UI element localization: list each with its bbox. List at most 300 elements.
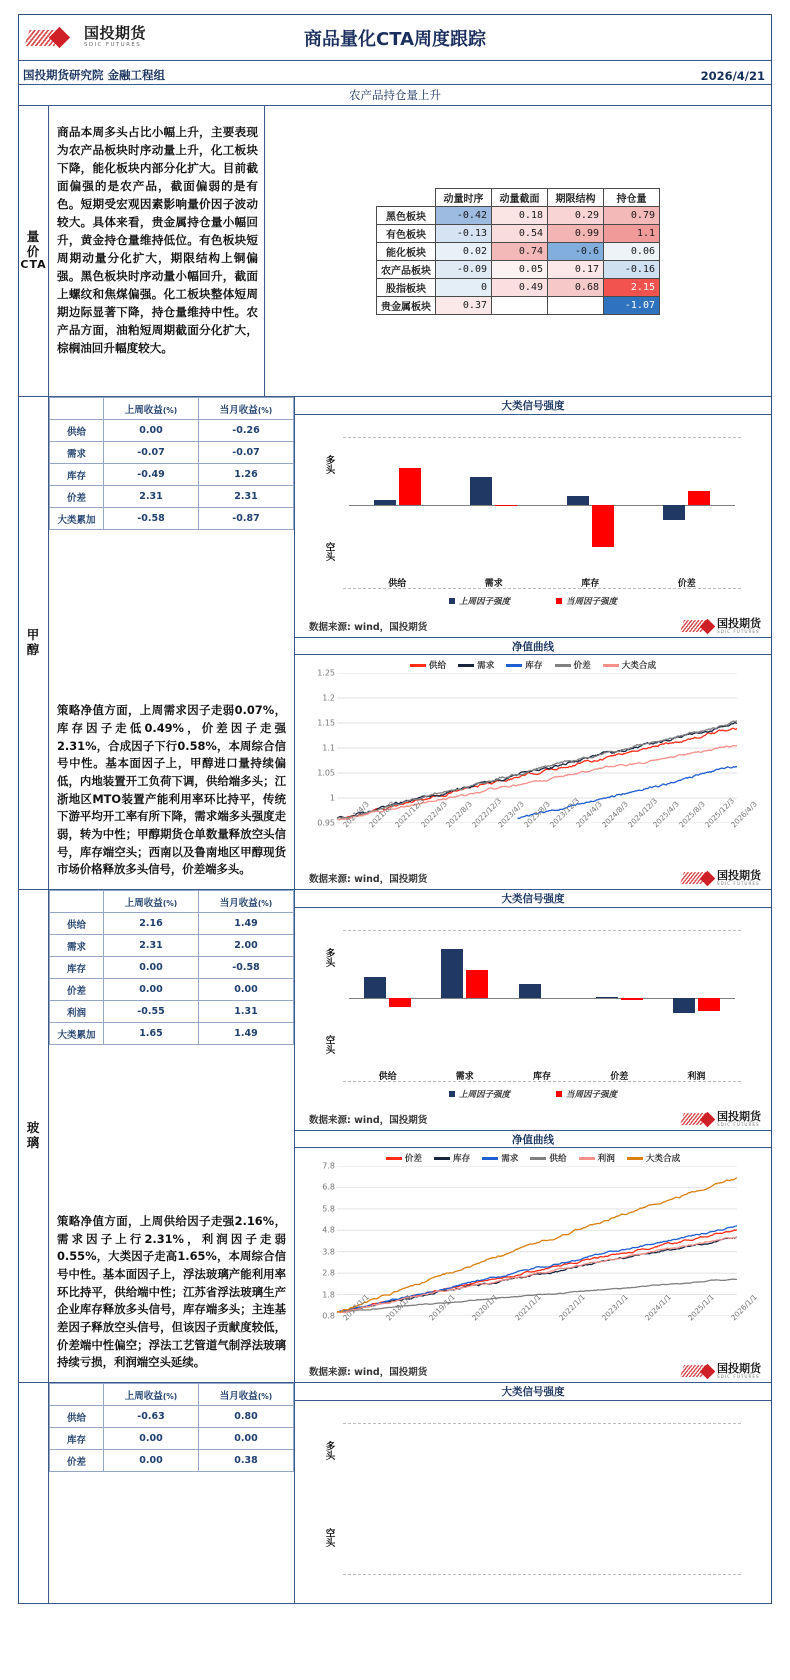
signal-x-label: 利润 bbox=[687, 1072, 706, 1082]
returns-month-value: 1.26 bbox=[199, 464, 294, 486]
matrix-column-header: 动量截面 bbox=[492, 188, 548, 206]
netvalue-plot-area bbox=[305, 668, 761, 828]
signal-legend-item bbox=[556, 595, 617, 607]
returns-row-label: 供给 bbox=[50, 420, 104, 442]
netvalue-y-tick: 1.8 bbox=[322, 1290, 335, 1300]
netvalue-x-axis bbox=[337, 1292, 761, 1360]
returns-row-label: 大类累加 bbox=[50, 508, 104, 530]
netvalue-x-tick: 2022/4/3 bbox=[418, 799, 449, 830]
returns-row-label: 库存 bbox=[50, 1428, 104, 1450]
netvalue-x-tick: 2023/4/3 bbox=[496, 799, 527, 830]
signal-strength-chart bbox=[305, 1405, 761, 1601]
netvalue-y-axis bbox=[305, 668, 337, 828]
returns-table bbox=[49, 890, 294, 1045]
returns-row-label: 大类累加 bbox=[50, 1023, 104, 1045]
zero-line bbox=[426, 998, 503, 999]
signal-bar bbox=[495, 441, 517, 569]
returns-row bbox=[50, 1001, 294, 1023]
signal-bar-group bbox=[581, 934, 658, 1062]
returns-column-header: 上周收益(%) bbox=[104, 398, 199, 420]
netvalue-x-tick: 2024/1/1 bbox=[642, 1292, 673, 1323]
logo-text-en: SDIC FUTURES bbox=[717, 629, 760, 634]
netvalue-chart-box bbox=[295, 1148, 771, 1362]
netvalue-legend-item bbox=[434, 1152, 470, 1164]
cta-summary-block bbox=[19, 106, 771, 397]
chart-top-gridline bbox=[343, 930, 741, 931]
signal-chart-title: 大类信号强度 bbox=[295, 890, 771, 908]
netvalue-legend-label: 利润 bbox=[597, 1154, 615, 1164]
logo-diamond-icon bbox=[27, 28, 79, 48]
zero-line bbox=[349, 505, 446, 506]
netvalue-x-tick: 2018/1/1 bbox=[384, 1292, 414, 1323]
zero-line bbox=[349, 998, 426, 999]
netvalue-legend-label: 大类合成 bbox=[621, 661, 657, 671]
signal-bar bbox=[567, 441, 589, 569]
returns-week-value: -0.63 bbox=[104, 1406, 199, 1428]
chart-top-gridline bbox=[343, 1423, 741, 1424]
commodity-block bbox=[19, 397, 771, 890]
signal-bar bbox=[621, 934, 643, 1062]
signal-bar-group bbox=[426, 934, 503, 1062]
matrix-column-header: 期限结构 bbox=[548, 188, 604, 206]
returns-row-label: 价差 bbox=[50, 979, 104, 1001]
signal-bar bbox=[389, 934, 411, 1062]
chart-bottom-gridline bbox=[343, 1574, 741, 1575]
matrix-row-label: 农产品板块 bbox=[377, 260, 436, 278]
source-row bbox=[295, 617, 771, 637]
axis-label-short: 空头 bbox=[323, 542, 335, 561]
netvalue-legend-item bbox=[555, 659, 591, 671]
netvalue-x-tick: 2017/1/1 bbox=[341, 1292, 371, 1323]
signal-x-labels bbox=[349, 576, 735, 589]
matrix-cell bbox=[492, 296, 548, 314]
netvalue-x-tick: 2025/12/3 bbox=[703, 796, 737, 830]
returns-table bbox=[49, 397, 294, 530]
netvalue-x-tick: 2021/4/3 bbox=[341, 799, 371, 830]
netvalue-x-tick: 2026/1/1 bbox=[729, 1292, 759, 1323]
source-row bbox=[295, 1110, 771, 1130]
netvalue-y-tick: 7.8 bbox=[322, 1161, 335, 1171]
netvalue-x-tick: 2020/1/1 bbox=[470, 1292, 501, 1323]
signal-bar bbox=[364, 934, 386, 1062]
report-header bbox=[19, 15, 771, 61]
signal-plot-area bbox=[349, 934, 735, 1062]
netvalue-legend-label: 价差 bbox=[404, 1154, 422, 1164]
report-date: 2026/4/21 bbox=[700, 69, 765, 83]
netvalue-x-tick: 2019/1/1 bbox=[427, 1292, 458, 1323]
matrix-row bbox=[377, 260, 660, 278]
matrix-cell: 0.29 bbox=[548, 206, 604, 224]
signal-legend-label: 当周因子强度 bbox=[566, 597, 618, 607]
netvalue-y-tick: 1.05 bbox=[317, 768, 335, 778]
matrix-row bbox=[377, 278, 660, 296]
returns-week-value: -0.55 bbox=[104, 1001, 199, 1023]
netvalue-x-tick: 2021/12/3 bbox=[392, 796, 426, 830]
zero-line bbox=[658, 998, 735, 999]
matrix-cell: 0.99 bbox=[548, 224, 604, 242]
signal-strength-chart bbox=[305, 912, 761, 1108]
matrix-row bbox=[377, 206, 660, 224]
matrix-row-label: 有色板块 bbox=[377, 224, 436, 242]
matrix-cell bbox=[548, 296, 604, 314]
returns-column-header bbox=[50, 398, 104, 420]
logo-text-en: SDIC FUTURES bbox=[717, 881, 760, 886]
source-logo bbox=[682, 870, 761, 886]
returns-table bbox=[49, 1383, 294, 1472]
returns-column-header bbox=[50, 1384, 104, 1406]
returns-week-value: 2.31 bbox=[104, 935, 199, 957]
matrix-cell: 0.54 bbox=[492, 224, 548, 242]
matrix-column-header: 持仓量 bbox=[604, 188, 660, 206]
commodity-left-pane bbox=[49, 1383, 295, 1603]
commodity-commentary: 策略净值方面，上周供给因子走强2.16%，需求因子上行2.31%，利润因子走弱0.55%，大类因子走高1.65%，本周综合信号中性。基本面因子上，浮法玻璃产能利用率环比持平，供给端中性；江苏省浮法玻璃生产企业库存释放多头信号，库存端多头；主连基差因子释放空头信号，但该因子贡献度较低，价差端中性偏空；浮法工艺管道气制浮法玻璃持续亏损，利润端空头延续。 bbox=[57, 1213, 286, 1370]
axis-label-long: 多头 bbox=[323, 1441, 335, 1460]
netvalue-legend-label: 需求 bbox=[501, 1154, 519, 1164]
netvalue-series-line bbox=[518, 767, 738, 819]
matrix-cell: 0.74 bbox=[492, 242, 548, 260]
sector-signal-matrix bbox=[376, 188, 660, 315]
commodity-tag-label: 甲 醇 bbox=[26, 627, 41, 657]
signal-x-labels bbox=[349, 1069, 735, 1082]
returns-week-value: 0.00 bbox=[104, 420, 199, 442]
returns-row bbox=[50, 420, 294, 442]
returns-month-value: 0.00 bbox=[199, 1428, 294, 1450]
returns-month-value: -0.58 bbox=[199, 957, 294, 979]
matrix-cell: 0.02 bbox=[436, 242, 492, 260]
returns-row bbox=[50, 913, 294, 935]
netvalue-chart bbox=[305, 659, 761, 867]
netvalue-legend-label: 供给 bbox=[428, 661, 447, 671]
returns-row bbox=[50, 1023, 294, 1045]
netvalue-legend-item bbox=[530, 1152, 566, 1164]
matrix-cell: -0.09 bbox=[436, 260, 492, 278]
signal-legend-label: 上周因子强度 bbox=[458, 597, 510, 607]
netvalue-x-tick: 2022/12/3 bbox=[470, 796, 504, 830]
signal-bar bbox=[596, 934, 618, 1062]
matrix-row-label: 黑色板块 bbox=[377, 206, 436, 224]
signal-bar bbox=[698, 934, 720, 1062]
netvalue-y-tick: 0.95 bbox=[317, 818, 335, 828]
matrix-cell: 0 bbox=[436, 278, 492, 296]
signal-bar-group bbox=[542, 441, 639, 569]
netvalue-x-tick: 2022/8/3 bbox=[444, 799, 475, 830]
netvalue-plot-area bbox=[305, 1161, 761, 1321]
signal-chart-box bbox=[295, 1401, 771, 1603]
returns-month-value: 1.49 bbox=[199, 1023, 294, 1045]
returns-week-value: 0.00 bbox=[104, 979, 199, 1001]
returns-month-value: -0.07 bbox=[199, 442, 294, 464]
logo-text-cn: 国投期货 bbox=[717, 1110, 761, 1123]
signal-legend-item bbox=[556, 1088, 617, 1100]
commodity-tag-label: 玻 璃 bbox=[26, 1120, 41, 1150]
netvalue-legend bbox=[305, 659, 761, 671]
returns-row-label: 供给 bbox=[50, 913, 104, 935]
returns-row bbox=[50, 442, 294, 464]
netvalue-x-axis bbox=[337, 796, 761, 867]
signal-bar-group bbox=[446, 441, 543, 569]
returns-row bbox=[50, 464, 294, 486]
commodity-tag bbox=[19, 890, 49, 1382]
netvalue-chart-title: 净值曲线 bbox=[295, 1130, 771, 1148]
commodity-tag bbox=[19, 1383, 49, 1603]
netvalue-legend-label: 库存 bbox=[453, 1154, 471, 1164]
netvalue-y-axis bbox=[305, 1161, 337, 1321]
netvalue-x-tick: 2021/1/1 bbox=[513, 1292, 544, 1323]
signal-x-label: 价差 bbox=[677, 579, 696, 589]
signal-chart-box bbox=[295, 415, 771, 617]
matrix-cell: 0.17 bbox=[548, 260, 604, 278]
netvalue-legend-item bbox=[410, 659, 446, 671]
netvalue-x-tick: 2026/4/3 bbox=[729, 799, 759, 830]
commodity-block bbox=[19, 890, 771, 1383]
returns-month-value: -0.26 bbox=[199, 420, 294, 442]
matrix-row-label: 股指板块 bbox=[377, 278, 436, 296]
cta-commentary: 商品本周多头占比小幅上升，主要表现为农产品板块时序动量上升，化工板块下降，能化板块内部分化扩大。目前截面偏强的是农产品，截面偏弱的是有色。短期受宏观因素影响量价因子波动较大。具体来看，贵金属持仓量小幅回升，黄金持仓量维持低位。有色板块短周期动量分化扩大，期限结构上铜偏强。黑色板块时序动量小幅回升，截面上螺纹和焦煤偏强。化工板块整体短周期边际显著下降，持仓量维持中性。农产品方面，油粕短周期截面分化扩大，棕榈油回升幅度较大。 bbox=[49, 106, 265, 396]
matrix-row bbox=[377, 242, 660, 260]
returns-week-value: 0.00 bbox=[104, 957, 199, 979]
signal-legend-label: 当周因子强度 bbox=[566, 1090, 618, 1100]
returns-row bbox=[50, 957, 294, 979]
matrix-cell: 0.79 bbox=[604, 206, 660, 224]
returns-month-value: 2.00 bbox=[199, 935, 294, 957]
logo-text-en: SDIC FUTURES bbox=[717, 1122, 760, 1127]
signal-plot-area bbox=[349, 1427, 735, 1555]
source-logo bbox=[682, 618, 761, 634]
returns-week-value: 0.00 bbox=[104, 1450, 199, 1472]
netvalue-x-tick: 2022/1/1 bbox=[556, 1292, 587, 1323]
returns-month-value: 0.38 bbox=[199, 1450, 294, 1472]
returns-row bbox=[50, 935, 294, 957]
netvalue-y-tick: 1 bbox=[329, 793, 335, 803]
returns-row bbox=[50, 486, 294, 508]
signal-bar bbox=[466, 934, 488, 1062]
returns-row bbox=[50, 1450, 294, 1472]
returns-month-value: -0.87 bbox=[199, 508, 294, 530]
netvalue-x-tick: 2024/8/3 bbox=[599, 799, 630, 830]
netvalue-x-tick: 2021/8/3 bbox=[366, 799, 397, 830]
matrix-cell: -0.13 bbox=[436, 224, 492, 242]
signal-bar-group bbox=[349, 441, 446, 569]
netvalue-legend-label: 需求 bbox=[477, 661, 495, 671]
matrix-row bbox=[377, 296, 660, 314]
signal-x-label: 价差 bbox=[610, 1072, 629, 1082]
returns-row bbox=[50, 508, 294, 530]
logo-text-cn: 国投期货 bbox=[717, 869, 761, 882]
netvalue-legend-item bbox=[506, 659, 542, 671]
netvalue-legend-item bbox=[482, 1152, 518, 1164]
signal-legend-item bbox=[449, 1088, 510, 1100]
sector-matrix-wrap bbox=[265, 106, 771, 396]
matrix-cell: 0.18 bbox=[492, 206, 548, 224]
source-logo bbox=[682, 1111, 761, 1127]
signal-bar bbox=[519, 934, 541, 1062]
signal-plot-area bbox=[349, 441, 735, 569]
returns-month-value: 0.80 bbox=[199, 1406, 294, 1428]
returns-row-label: 库存 bbox=[50, 464, 104, 486]
signal-strength-chart bbox=[305, 419, 761, 615]
signal-legend-label: 上周因子强度 bbox=[458, 1090, 510, 1100]
signal-bar-group bbox=[658, 934, 735, 1062]
source-label: 数据来源: wind，国投期货 bbox=[309, 622, 428, 633]
signal-bar bbox=[663, 441, 685, 569]
returns-row-label: 需求 bbox=[50, 935, 104, 957]
netvalue-x-tick: 2023/1/1 bbox=[599, 1292, 630, 1323]
company-logo bbox=[19, 26, 234, 49]
source-row bbox=[295, 1362, 771, 1382]
cta-tag-label: 量 价 CTA bbox=[20, 228, 47, 272]
netvalue-legend-item bbox=[579, 1152, 615, 1164]
netvalue-legend-label: 库存 bbox=[525, 661, 543, 671]
returns-row-label: 价差 bbox=[50, 1450, 104, 1472]
signal-bar bbox=[470, 441, 492, 569]
logo-text-en: SDIC FUTURES bbox=[717, 1374, 760, 1379]
brand-name-cn: 国投期货 bbox=[84, 24, 147, 43]
netvalue-x-tick: 2024/4/3 bbox=[573, 799, 604, 830]
returns-row bbox=[50, 1406, 294, 1428]
matrix-cell: 0.49 bbox=[492, 278, 548, 296]
zero-line bbox=[581, 998, 658, 999]
signal-legend bbox=[305, 1088, 761, 1100]
netvalue-y-tick: 1.15 bbox=[317, 718, 335, 728]
signal-x-label: 库存 bbox=[533, 1072, 552, 1082]
returns-row bbox=[50, 1428, 294, 1450]
returns-week-value: -0.07 bbox=[104, 442, 199, 464]
source-label: 数据来源: wind，国投期货 bbox=[309, 1115, 428, 1126]
netvalue-y-tick: 1.25 bbox=[317, 668, 335, 678]
logo-text-cn: 国投期货 bbox=[717, 617, 761, 630]
page-title: 商品量化CTA周度跟踪 bbox=[303, 28, 487, 50]
headline-banner: 农产品持仓量上升 bbox=[19, 85, 771, 106]
netvalue-x-tick: 2024/12/3 bbox=[625, 796, 659, 830]
matrix-column-header: 动量时序 bbox=[436, 188, 492, 206]
signal-bar bbox=[688, 441, 710, 569]
matrix-cell: 1.1 bbox=[604, 224, 660, 242]
zero-line bbox=[639, 505, 736, 506]
signal-x-label: 需求 bbox=[455, 1072, 474, 1082]
signal-bar bbox=[592, 441, 614, 569]
report-subheader bbox=[19, 61, 771, 85]
returns-week-value: -0.49 bbox=[104, 464, 199, 486]
source-row bbox=[295, 869, 771, 889]
netvalue-svg bbox=[337, 673, 737, 823]
matrix-row-label: 能化板块 bbox=[377, 242, 436, 260]
cta-tag bbox=[19, 106, 49, 396]
zero-line bbox=[503, 998, 580, 999]
returns-week-value: 0.00 bbox=[104, 1428, 199, 1450]
returns-row-label: 利润 bbox=[50, 1001, 104, 1023]
netvalue-x-tick: 2023/12/3 bbox=[547, 796, 582, 830]
signal-x-label: 需求 bbox=[484, 579, 503, 589]
netvalue-series-line bbox=[337, 1178, 737, 1312]
matrix-row-label: 贵金属板块 bbox=[377, 296, 436, 314]
chart-top-gridline bbox=[343, 437, 741, 438]
netvalue-y-tick: 1.1 bbox=[322, 743, 335, 753]
signal-bar bbox=[441, 934, 463, 1062]
signal-bar bbox=[374, 441, 396, 569]
returns-column-header: 当月收益(%) bbox=[199, 398, 294, 420]
netvalue-legend-item bbox=[627, 1152, 680, 1164]
returns-column-header: 上周收益(%) bbox=[104, 891, 199, 913]
netvalue-y-tick: 4.8 bbox=[322, 1225, 335, 1235]
commodity-left-pane bbox=[49, 397, 295, 889]
netvalue-chart bbox=[305, 1152, 761, 1360]
returns-row-label: 库存 bbox=[50, 957, 104, 979]
netvalue-y-tick: 1.2 bbox=[322, 693, 335, 703]
matrix-cell: 0.37 bbox=[436, 296, 492, 314]
netvalue-y-tick: 5.8 bbox=[322, 1204, 335, 1214]
matrix-cell: -0.42 bbox=[436, 206, 492, 224]
zero-line bbox=[542, 505, 639, 506]
netvalue-legend-item bbox=[458, 659, 494, 671]
commodity-left-pane bbox=[49, 890, 295, 1382]
signal-bar bbox=[544, 934, 566, 1062]
netvalue-x-tick: 2025/1/1 bbox=[685, 1292, 716, 1323]
netvalue-y-tick: 3.8 bbox=[322, 1247, 335, 1257]
netvalue-y-tick: 6.8 bbox=[322, 1182, 335, 1192]
zero-line bbox=[446, 505, 543, 506]
signal-chart-box bbox=[295, 908, 771, 1110]
signal-legend-item bbox=[449, 595, 510, 607]
signal-legend bbox=[305, 595, 761, 607]
signal-chart-title: 大类信号强度 bbox=[295, 397, 771, 415]
commodity-block bbox=[19, 1383, 771, 1604]
matrix-row bbox=[377, 224, 660, 242]
signal-chart-title: 大类信号强度 bbox=[295, 1383, 771, 1401]
signal-x-label: 库存 bbox=[581, 579, 600, 589]
axis-label-long: 多头 bbox=[323, 948, 335, 967]
netvalue-x-tick: 2023/8/3 bbox=[522, 799, 552, 830]
commodity-tag bbox=[19, 397, 49, 889]
signal-bar-group bbox=[503, 934, 580, 1062]
signal-x-label: 供给 bbox=[378, 1072, 397, 1082]
matrix-cell: 0.06 bbox=[604, 242, 660, 260]
axis-label-short: 空头 bbox=[323, 1528, 335, 1547]
source-label: 数据来源: wind，国投期货 bbox=[309, 1367, 428, 1378]
matrix-corner bbox=[377, 188, 436, 206]
axis-label-short: 空头 bbox=[323, 1035, 335, 1054]
source-label: 数据来源: wind，国投期货 bbox=[309, 874, 428, 885]
commodity-commentary: 策略净值方面，上周需求因子走弱0.07%，库存因子走低0.49%，价差因子走强2.31%，合成因子下行0.58%，本周综合信号中性。基本面因子上，甲醇进口量持续偏低，内地装置开工负荷下调，供给端多头；江浙地区MTO装置产能利用率环比持平，传统下游平均开工率有所下降，需求端多头强度走弱，转为中性；甲醇期货仓单数量释放空头信号，库存端空头；西南以及鲁南地区甲醇现货市场价格释放多头信号，价差端多头。 bbox=[57, 703, 286, 877]
netvalue-legend-item bbox=[603, 659, 656, 671]
returns-column-header: 上周收益(%) bbox=[104, 1384, 199, 1406]
netvalue-y-tick: 2.8 bbox=[322, 1268, 335, 1278]
department-label: 国投期货研究院 金融工程组 bbox=[23, 68, 166, 82]
netvalue-legend-label: 供给 bbox=[549, 1154, 567, 1164]
netvalue-chart-box bbox=[295, 655, 771, 869]
signal-x-label: 供给 bbox=[388, 579, 407, 589]
netvalue-legend-label: 价差 bbox=[573, 661, 591, 671]
matrix-cell: -0.6 bbox=[548, 242, 604, 260]
source-logo bbox=[682, 1363, 761, 1379]
netvalue-y-tick: 0.8 bbox=[322, 1311, 335, 1321]
returns-column-header: 当月收益(%) bbox=[199, 1384, 294, 1406]
axis-label-long: 多头 bbox=[323, 455, 335, 474]
signal-bar bbox=[399, 441, 421, 569]
matrix-cell: 0.68 bbox=[548, 278, 604, 296]
matrix-cell: 0.05 bbox=[492, 260, 548, 278]
commodity-right-pane bbox=[295, 1383, 771, 1603]
signal-bar bbox=[673, 934, 695, 1062]
signal-bar-group bbox=[349, 934, 426, 1062]
netvalue-x-tick: 2025/8/3 bbox=[677, 799, 708, 830]
commodity-right-pane bbox=[295, 397, 771, 889]
returns-month-value: 0.00 bbox=[199, 979, 294, 1001]
netvalue-chart-title: 净值曲线 bbox=[295, 637, 771, 655]
signal-bar-group bbox=[639, 441, 736, 569]
returns-week-value: -0.58 bbox=[104, 508, 199, 530]
matrix-cell: 2.15 bbox=[604, 278, 660, 296]
returns-row bbox=[50, 979, 294, 1001]
